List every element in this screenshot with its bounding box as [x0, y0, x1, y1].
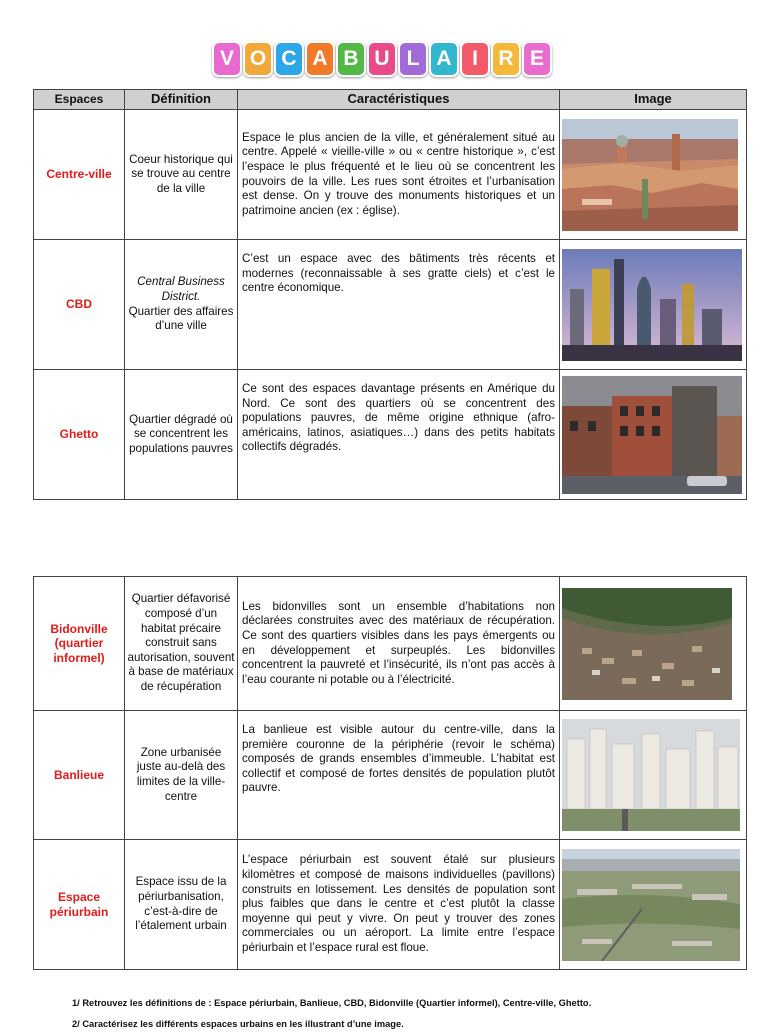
cbd-photo	[562, 249, 742, 361]
questions-block	[72, 993, 591, 1035]
photo-cell	[560, 240, 747, 370]
term-definition	[125, 240, 238, 370]
term-name: Espace périurbain	[34, 840, 125, 970]
term-characteristics: La banlieue est visible autour du centre-ville, dans la première couronne de la périphérie (revoir le schéma) composés de grands ensembles d’immeuble. L’habitat est collectif et composé de fortes densités de population plutôt pauvre.	[238, 711, 560, 840]
header-image: Image	[560, 90, 747, 110]
photo-cell	[560, 840, 747, 970]
table-row	[34, 840, 747, 970]
table-header-row	[34, 90, 747, 110]
title-letter: R	[491, 41, 521, 77]
question-1: 1/ Retrouvez les définitions de : Espace périurbain, Banlieue, CBD, Bidonville (Quartier informel), Centre-ville, Ghetto.	[72, 998, 592, 1008]
header-espaces: Espaces	[34, 90, 125, 110]
term-characteristics: C’est un espace avec des bâtiments très récents et modernes (reconnaissable à ses gratte ciels) et c’est le centre économique.	[238, 240, 560, 370]
term-definition: Espace issu de la périurbanisation, c’est-à-dire de l’étalement urbain	[125, 840, 238, 970]
bidonville-photo	[562, 588, 732, 700]
title-letter: A	[429, 41, 459, 77]
term-characteristics: Espace le plus ancien de la ville, et généralement situé au centre. Appelé « vieille-ville » ou « centre historique », c’est l’espace le plus fréquenté et le lieu où se concentrent les pouvoirs de la ville. Les rues sont étroites et l’urbanisation est dense. On y trouve des monuments historiques et un patrimoine ancien (ex : église).	[238, 110, 560, 240]
title-letter: L	[398, 41, 428, 77]
term-characteristics: L’espace périurbain est souvent étalé sur plusieurs kilomètres et composé de maisons individuelles (pavillons) construits en lotissement. Les densités de population sont plus faibles que dans le centre et c’est plutôt la classe moyenne qui peut y vivre. On peut y trouver des zones commerciales ou un aéroport. La limite entre l’espace périurbain et l’espace rural est floue.	[238, 840, 560, 970]
photo-cell	[560, 577, 747, 711]
periurbain-photo	[562, 849, 740, 961]
term-definition: Coeur historique qui se trouve au centre de la ville	[125, 110, 238, 240]
table-row	[34, 370, 747, 500]
term-name: CBD	[34, 240, 125, 370]
table-row	[34, 110, 747, 240]
centre-ville-photo	[562, 119, 738, 231]
photo-cell	[560, 711, 747, 840]
table-row	[34, 577, 747, 711]
term-name: Banlieue	[34, 711, 125, 840]
term-definition: Zone urbanisée juste au-delà des limites de la ville-centre	[125, 711, 238, 840]
banlieue-photo	[562, 719, 740, 831]
term-definition-italic: Central Business District.	[137, 275, 225, 303]
title-letter: C	[274, 41, 304, 77]
title-letter: U	[367, 41, 397, 77]
vocab-table-1	[33, 89, 747, 500]
question-2: 2/ Caractérisez les différents espaces urbains en les illustrant d’une image.	[72, 1019, 404, 1029]
term-characteristics: Les bidonvilles sont un ensemble d’habitations non déclarées construites avec des matériaux de récupération. Ce sont des quartiers visibles dans les pays émergents ou en développement et surpeuplés. Les bidonvilles concentrent la pauvreté et l’insécurité, ils n’ont pas accès à l’eau courante ni potable ou à l’électricité.	[238, 577, 560, 711]
table-row	[34, 240, 747, 370]
term-name: Ghetto	[34, 370, 125, 500]
title-letter: V	[212, 41, 242, 77]
title-letter: E	[522, 41, 552, 77]
term-name: Centre-ville	[34, 110, 125, 240]
photo-cell	[560, 110, 747, 240]
title-letter: A	[305, 41, 335, 77]
ghetto-photo	[562, 376, 742, 494]
term-definition-text: Quartier des affaires d’une ville	[128, 304, 234, 333]
term-definition: Quartier défavorisé composé d’un habitat précaire construit sans autorisation, souvent à base de matériaux de récupération	[125, 577, 238, 711]
title-letter: B	[336, 41, 366, 77]
page-title	[212, 41, 552, 77]
title-letter: I	[460, 41, 490, 77]
header-caracteristiques: Caractéristiques	[238, 90, 560, 110]
title-letter: O	[243, 41, 273, 77]
term-name: Bidonville (quartier informel)	[34, 577, 125, 711]
table-row	[34, 711, 747, 840]
term-definition: Quartier dégradé où se concentrent les populations pauvres	[125, 370, 238, 500]
header-definition: Définition	[125, 90, 238, 110]
photo-cell	[560, 370, 747, 500]
term-characteristics: Ce sont des espaces davantage présents en Amérique du Nord. Ce sont des quartiers où se concentrent des populations pauvres, de même origine ethnique (afro-américains, latinos, asiatiques…) dans des petits habitats collectifs dégradés.	[238, 370, 560, 500]
vocab-table-2	[33, 576, 747, 970]
